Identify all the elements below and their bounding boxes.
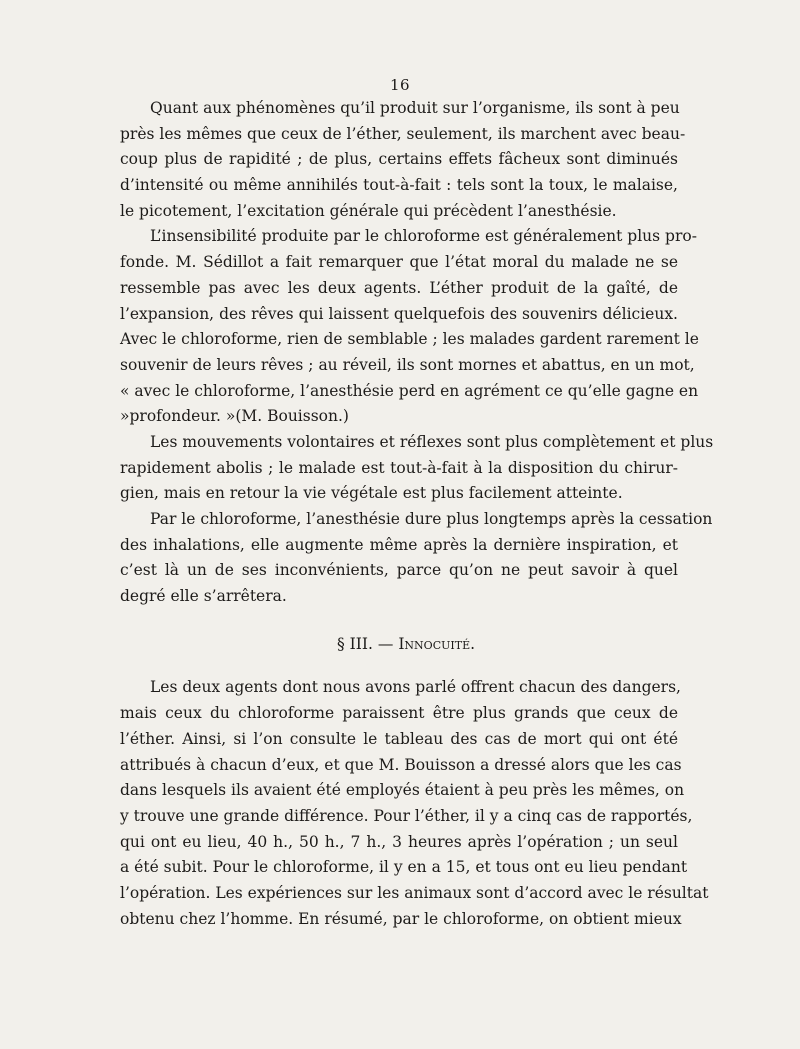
text-line: a été subit. Pour le chloroforme, il y en a 15, et tous ont eu lieu pendant [120,858,688,877]
paragraphs-before-section [120,96,714,610]
section-number: § III. — [336,634,394,653]
text-line: l’opération. Les expériences sur les animaux sont d’accord avec le résultat [120,883,709,902]
paragraph [120,430,714,507]
paragraph [120,507,713,610]
text-line: des inhalations, elle augmente même après la dernière inspiration, et [120,535,678,554]
paragraphs-after-section [120,675,709,932]
text-line: le picotement, l’excitation générale qui précèdent l’anesthésie. [120,201,617,220]
text-line: coup plus de rapidité ; de plus, certains effets fâcheux sont diminués [120,150,678,169]
text-line: d’intensité ou même annihilés tout-à-fait : tels sont la toux, le malaise, [120,176,678,195]
text-line: souvenir de leurs rêves ; au réveil, ils sont mornes et abattus, en un mot, [120,355,695,374]
text-line: Quant aux phénomènes qu’il produit sur l’organisme, ils sont à peu [150,99,680,117]
text-line: dans lesquels ils avaient été employés étaient à peu près les mêmes, on [120,781,685,800]
paragraph [120,675,709,932]
paragraph [120,96,686,224]
section-title: Innocuité. [398,634,476,653]
text-line: y trouve une grande différence. Pour l’éther, il y a cinq cas de rapportés, [120,806,693,825]
text-line: qui ont eu lieu, 40 h., 50 h., 7 h., 3 heures après l’opération ; un seul [120,832,678,851]
text-line: rapidement abolis ; le malade est tout-à-fait à la disposition du chirur- [120,458,678,477]
text-line: Avec le chloroforme, rien de semblable ; les malades gardent rarement le [120,330,699,349]
text-line: fonde. M. Sédillot a fait remarquer que l’état moral du malade ne se [120,253,678,272]
paragraph [120,224,699,430]
text-line: »profondeur. »(M. Bouisson.) [120,407,349,426]
text-line: près les mêmes que ceux de l’éther, seulement, ils marchent avec beau- [120,124,686,143]
body-text [120,96,714,932]
text-line: L’insensibilité produite par le chloroforme est généralement plus pro- [150,227,697,246]
text-line: Par le chloroforme, l’anesthésie dure plus longtemps après la cessation [150,510,713,528]
text-line: Les mouvements volontaires et réflexes sont plus complètement et plus [150,432,714,451]
text-line: l’éther. Ainsi, si l’on consulte le tableau des cas de mort qui ont été [120,729,678,748]
text-line: attribués à chacun d’eux, et que M. Bouisson a dressé alors que les cas [120,755,682,774]
text-line: l’expansion, des rêves qui laissent quelquefois des souvenirs délicieux. [120,304,678,323]
text-line: Les deux agents dont nous avons parlé offrent chacun des dangers, [150,678,681,697]
text-line: c’est là un de ses inconvénients, parce qu’on ne peut savoir à quel [120,561,678,580]
section-heading [120,632,678,658]
page-number: 16 [389,76,411,94]
text-line: ressemble pas avec les deux agents. L’éther produit de la gaîté, de [120,278,678,297]
text-line: degré elle s’arrêtera. [120,587,287,606]
text-line: gien, mais en retour la vie végétale est plus facilement atteinte. [120,484,623,503]
text-line: mais ceux du chloroforme paraissent être plus grands que ceux de [120,704,678,723]
text-line: obtenu chez l’homme. En résumé, par le chloroforme, on obtient mieux [120,909,682,928]
text-line: « avec le chloroforme, l’anesthésie perd en agrément ce qu’elle gagne en [120,381,699,400]
